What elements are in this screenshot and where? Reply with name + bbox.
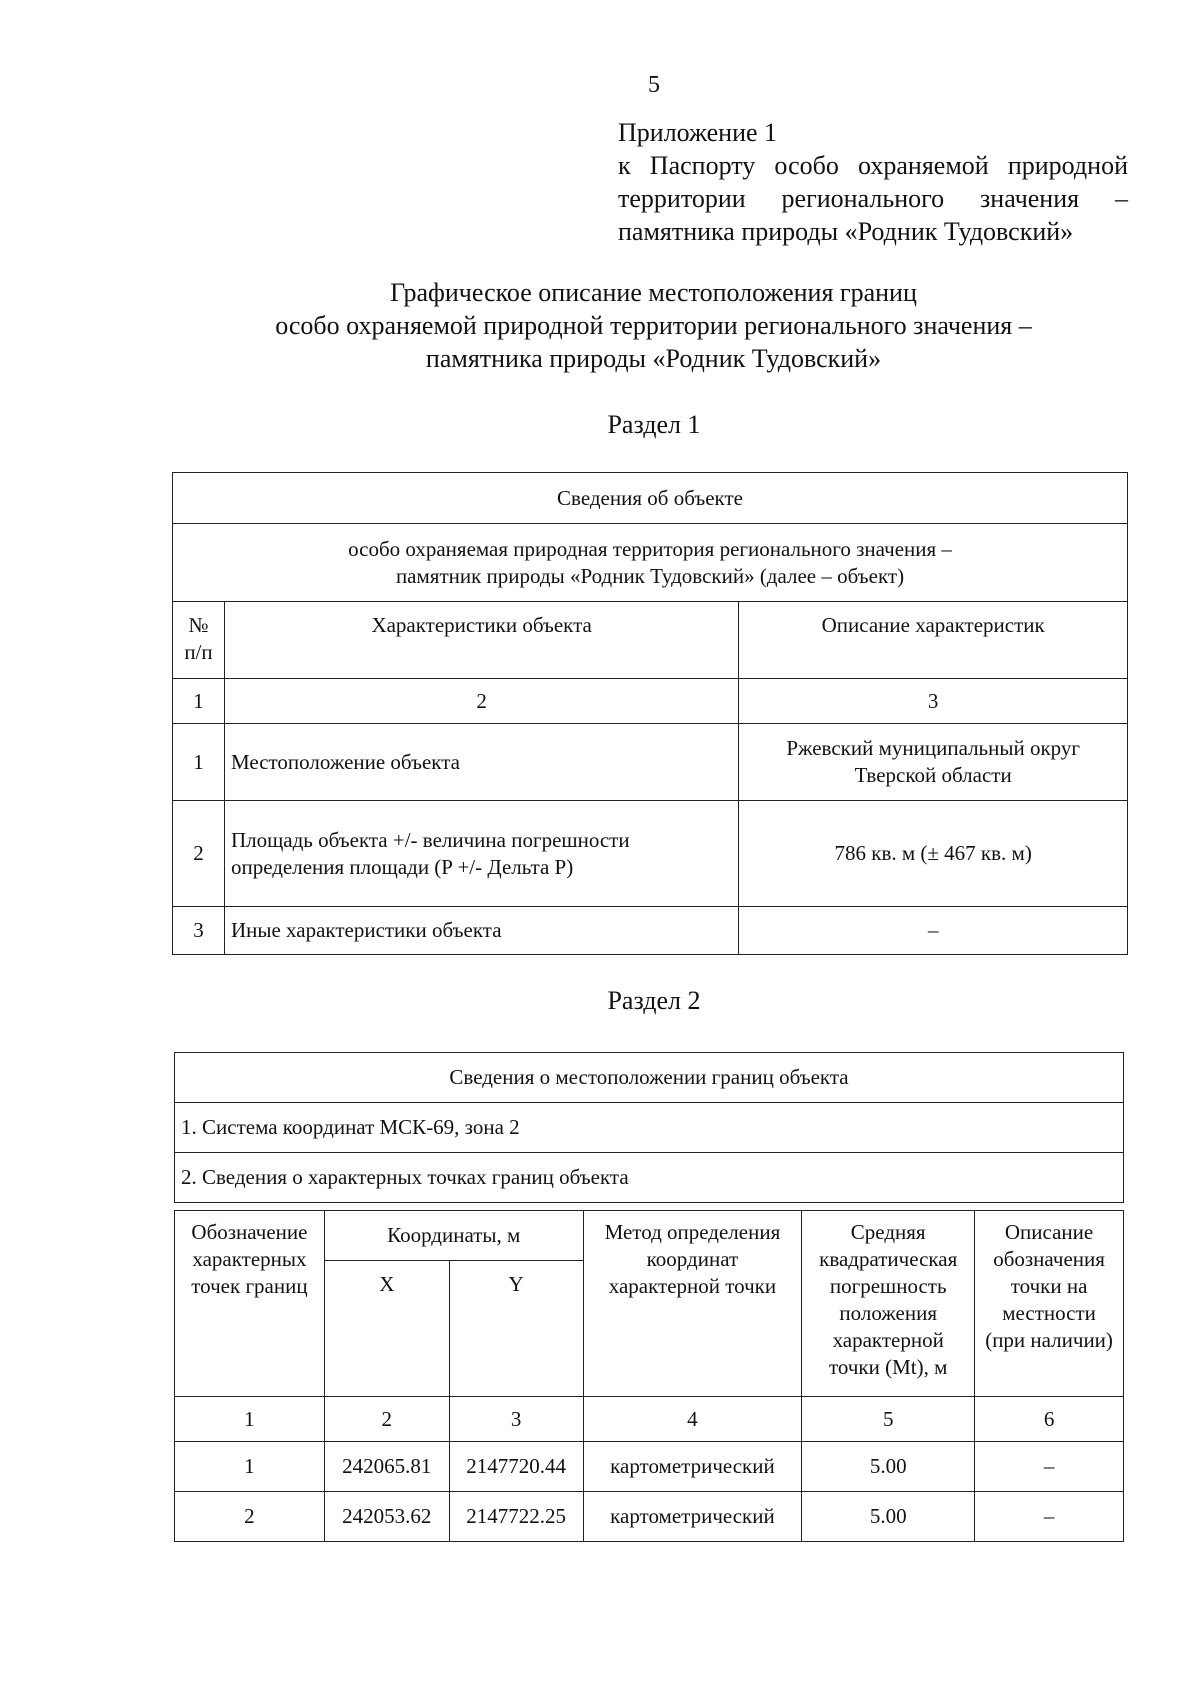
coordinate-system: 1. Система координат МСК-69, зона 2 [175, 1103, 1124, 1153]
title-line: памятника природы «Родник Тудовский» [425, 344, 882, 373]
object-name-line: памятник природы «Родник Тудовский» (далее – объект) [395, 563, 905, 588]
boundary-points-table [174, 1210, 1124, 1542]
method-cell: картометрический [583, 1442, 802, 1492]
appendix-reference [618, 116, 1128, 248]
row-number: 1 [173, 724, 225, 801]
error-cell: 5.00 [802, 1442, 975, 1492]
table-row [175, 1442, 1124, 1492]
object-name-line: особо охраняемая природная территория регионального значения – [348, 536, 952, 561]
column-number: 5 [802, 1397, 975, 1442]
table-row [173, 801, 1128, 907]
description-cell: – [975, 1442, 1124, 1492]
method-cell: картометрический [583, 1492, 802, 1542]
column-header-coordinates: Координаты, м [324, 1211, 583, 1261]
column-header-y: Y [449, 1261, 583, 1397]
column-number: 6 [975, 1397, 1124, 1442]
table-title: Сведения об объекте [173, 473, 1128, 524]
characteristic-cell: Местоположение объекта [224, 724, 738, 801]
appendix-line: Приложение 1 [618, 118, 778, 147]
appendix-line: территории регионального значения – [618, 184, 1128, 213]
column-number: 2 [324, 1397, 449, 1442]
description-cell: 786 кв. м (± 467 кв. м) [739, 801, 1128, 907]
column-header-designation: Обозначение характерных точек границ [175, 1211, 325, 1397]
column-number: 3 [739, 679, 1128, 724]
column-header-description: Описание обозначения точки на местности (при наличии) [975, 1211, 1124, 1397]
section-1-heading: Раздел 1 [607, 410, 701, 439]
point-cell: 2 [175, 1492, 325, 1542]
row-number: 3 [173, 907, 225, 955]
description-cell: Ржевский муниципальный округ Тверской области [739, 724, 1128, 801]
y-cell: 2147722.25 [449, 1492, 583, 1542]
column-header-characteristic: Характеристики объекта [224, 602, 738, 679]
table-title: Сведения о местоположении границ объекта [175, 1053, 1124, 1103]
object-name-cell [173, 524, 1128, 602]
point-cell: 1 [175, 1442, 325, 1492]
column-number: 1 [175, 1397, 325, 1442]
description-cell: – [739, 907, 1128, 955]
column-header-description: Описание характеристик [739, 602, 1128, 679]
points-info: 2. Сведения о характерных точках границ объекта [175, 1153, 1124, 1203]
column-number: 2 [224, 679, 738, 724]
appendix-line: памятника природы «Родник Тудовский» [618, 217, 1074, 246]
x-cell: 242065.81 [324, 1442, 449, 1492]
characteristic-cell: Площадь объекта +/- величина погрешности определения площади (P +/- Дельта P) [224, 801, 738, 907]
x-cell: 242053.62 [324, 1492, 449, 1542]
object-info-table [172, 472, 1128, 955]
row-number: 2 [173, 801, 225, 907]
description-cell: – [975, 1492, 1124, 1542]
column-number: 3 [449, 1397, 583, 1442]
table-row [173, 724, 1128, 801]
appendix-line: к Паспорту особо охраняемой природной [618, 151, 1128, 180]
column-header-x: X [324, 1261, 449, 1397]
column-header-method: Метод определения координат характерной точки [583, 1211, 802, 1397]
column-number: 4 [583, 1397, 802, 1442]
title-line: особо охраняемой природной территории регионального значения – [275, 311, 1032, 340]
page-number: 5 [648, 72, 660, 98]
column-header-error: Средняя квадратическая погрешность положения характерной точки (Mt), м [802, 1211, 975, 1397]
title-line: Графическое описание местоположения границ [390, 278, 917, 307]
error-cell: 5.00 [802, 1492, 975, 1542]
document-title [176, 276, 1131, 375]
y-cell: 2147720.44 [449, 1442, 583, 1492]
column-number: 1 [173, 679, 225, 724]
characteristic-cell: Иные характеристики объекта [224, 907, 738, 955]
table-row [173, 907, 1128, 955]
section-2-heading: Раздел 2 [607, 986, 701, 1015]
boundary-info-table [174, 1052, 1124, 1203]
table-row [175, 1492, 1124, 1542]
column-header-number: № п/п [173, 602, 225, 679]
